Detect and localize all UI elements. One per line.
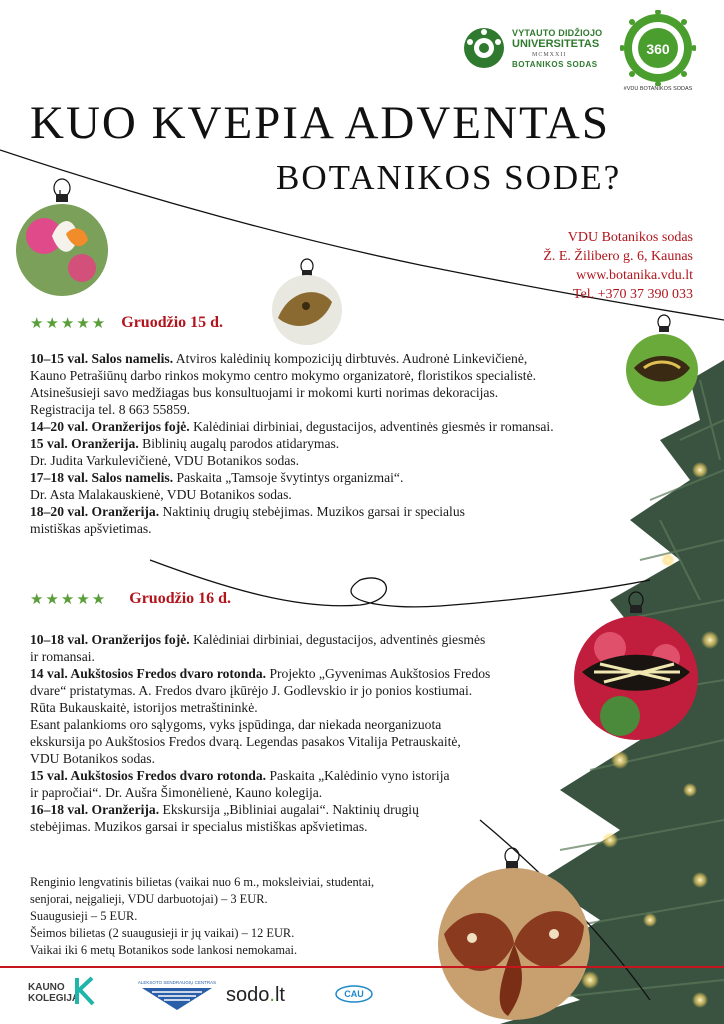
ticket-line: Šeimos bilietas (2 suaugusieji ir jų vaikai) – 12 EUR.: [30, 926, 295, 940]
day1-line-text: Kalėdiniai dirbiniai, degustacijos, adventinės giesmės ir romansai.: [189, 419, 554, 434]
day1-line: [30, 350, 554, 367]
day2-line: [30, 682, 490, 699]
ticket-info: [30, 874, 374, 959]
day1-line-text: Biblinių augalų parodos atidarymas.: [138, 436, 340, 451]
day1-line: [30, 384, 554, 401]
address-block: [543, 228, 693, 304]
day1-line-text: Paskaita „Tamsoje švytintys organizmai“.: [173, 470, 404, 485]
day2-line-text: ekskursija po Aukštosios Fredos dvarą. Legendas pasakos Vitalija Petrauskaitė,: [30, 734, 461, 749]
day2-line-text: Projekto „Gyvenimas Aukštosios Fredos: [266, 666, 491, 681]
day1-line-time-place: 18–20 val. Oranžerija.: [30, 504, 160, 519]
day2-line-text: ir papročiai“. Dr. Aušra Šimonėlienė, Kauno kolegija.: [30, 785, 323, 800]
day2-line-text: stebėjimas. Muzikos garsai ir specialus mistiškas apšvietimas.: [30, 819, 368, 834]
sodo-text: sodo: [226, 984, 270, 1006]
ornament-butterfly-zebra: [570, 588, 700, 758]
kauno-kolegija-logo: [28, 976, 96, 1010]
footer-divider: [0, 966, 724, 968]
ornament-butterfly-brown: [270, 258, 344, 348]
day2-line-text: Kalėdiniai dirbiniai, degustacijos, adventinės giesmės: [189, 632, 486, 647]
sodo-lt-text: lt: [274, 984, 285, 1006]
ca-logo: [334, 984, 374, 1004]
day1-line-text: Atviros kalėdinių kompozicijų dirbtuvės. Audronė Linkevičienė,: [173, 351, 528, 366]
day1-line: [30, 452, 554, 469]
festival-logo: [620, 10, 696, 94]
kauno-kolegija-text: [28, 982, 79, 1004]
ticket-line: Suaugusieji – 5 EUR.: [30, 909, 138, 923]
address-street: Ž. E. Žilibero g. 6, Kaunas: [543, 249, 693, 264]
day2-line: [30, 750, 490, 767]
ca-text: CAU: [344, 989, 364, 999]
day2-line-text: Paskaita „Kalėdinio vyno istorija: [266, 768, 450, 783]
day1-line-text: mistiškas apšvietimas.: [30, 521, 152, 536]
day1-line: [30, 469, 554, 486]
sendraugiu-centras-logo: [136, 974, 218, 1014]
festival-caption: #VDU BOTANIKOS SODAS: [623, 86, 693, 92]
day2-line: [30, 665, 490, 682]
day2-line-time-place: 15 val. Aukštosios Fredos dvaro rotonda.: [30, 768, 267, 783]
day1-line: [30, 435, 554, 452]
day1-line: [30, 367, 554, 384]
page-title: KUO KVEPIA ADVENTAS: [30, 97, 610, 149]
day1-line-text: Registracija tel. 8 663 55859.: [30, 402, 191, 417]
vdu-logo-line4: BOTANIKOS SODAS: [512, 60, 598, 69]
day2-line: [30, 699, 490, 716]
day1-line: [30, 486, 554, 503]
day2-line-text: VDU Botanikos sodas.: [30, 751, 155, 766]
day2-line: [30, 631, 490, 648]
day1-line-text: Kauno Petrašiūnų darbo rinkos mokymo centro mokymo organizatorė, floristikos specialistė.: [30, 368, 537, 383]
day2-line-time-place: 10–18 val. Oranžerijos fojė.: [30, 632, 190, 647]
ticket-line: Vaikai iki 6 metų Botanikos sode lankosi nemokamai.: [30, 943, 298, 957]
day1-line-time-place: 14–20 val. Oranžerijos fojė.: [30, 419, 190, 434]
vdu-logo-line1: VYTAUTO DIDŽIOJO: [512, 28, 603, 38]
sendraugiu-centras-icon: [136, 974, 218, 1014]
kauno-kolegija-line2: KOLEGIJA: [28, 993, 80, 1004]
day2-line-time-place: 16–18 val. Oranžerija.: [30, 802, 160, 817]
festival-badge-icon: [620, 10, 696, 86]
day2-line-text: Ekskursija „Bibliniai augalai“. Naktinių drugių: [159, 802, 419, 817]
day1-header: [30, 312, 223, 334]
day2-line: [30, 767, 490, 784]
day1-line-time-place: 17–18 val. Salos namelis.: [30, 470, 174, 485]
page-subtitle: BOTANIKOS SODE?: [276, 158, 622, 197]
day1-line: [30, 401, 554, 418]
kauno-kolegija-line1: KAUNO: [28, 982, 65, 993]
vdu-leaf-icon: [462, 26, 506, 70]
ticket-line: Renginio lengvatinis bilietas (vaikai nuo 6 m., moksleiviai, studentai,: [30, 875, 375, 889]
festival-badge-text: 360: [646, 41, 670, 57]
day2-date: Gruodžio 16 d.: [129, 590, 232, 607]
day1-date: Gruodžio 15 d.: [121, 314, 224, 331]
day2-line-text: ir romansai.: [30, 649, 95, 664]
day2-program: [30, 631, 490, 835]
day2-header: [30, 588, 231, 610]
day2-line: [30, 733, 490, 750]
vdu-logo-line3: MCMXXII: [532, 52, 567, 58]
day1-line-time-place: 15 val. Oranžerija.: [30, 436, 139, 451]
day1-program: [30, 350, 554, 537]
day1-line-text: Atsinešusieji savo medžiagas bus konsultuojami ir mokomi kurti norimas dekoracijas.: [30, 385, 499, 400]
day2-line-text: Esant palankioms oro sąlygoms, vyks įspūdinga, dar niekada neorganizuota: [30, 717, 442, 732]
vdu-logo-line2: UNIVERSITETAS: [512, 38, 600, 50]
day2-line-time-place: 14 val. Aukštosios Fredos dvaro rotonda.: [30, 666, 267, 681]
ticket-line: senjorai, neįgalieji, VDU darbuotojai) – 3 EUR.: [30, 892, 268, 906]
day2-line: [30, 818, 490, 835]
day2-line: [30, 801, 490, 818]
day2-line: [30, 784, 490, 801]
address-phone[interactable]: Tel. +370 37 390 033: [572, 287, 693, 302]
day1-line: [30, 520, 554, 537]
day1-line-time-place: 10–15 val. Salos namelis.: [30, 351, 174, 366]
day1-line-text: Dr. Judita Varkulevičienė, VDU Botanikos sodas.: [30, 453, 300, 468]
ca-icon: [334, 984, 374, 1004]
sodo-dot: .: [269, 984, 275, 1006]
day2-line-text: Rūta Bukauskaitė, istorijos metraštininkė.: [30, 700, 258, 715]
ornament-atlas-moth: [432, 846, 596, 1022]
day2-line-text: dvare“ pristatymas. A. Fredos dvaro įkūrėjo J. Godlevskio ir jo ponios kostiumai.: [30, 683, 473, 698]
day2-line: [30, 716, 490, 733]
kauno-kolegija-k-icon: [74, 976, 96, 1006]
day1-line: [30, 503, 554, 520]
ornament-butterfly-pink: [12, 176, 112, 304]
ornament-butterfly-green: [624, 312, 700, 410]
sodo-lt-logo: [226, 984, 285, 1007]
address-name: VDU Botanikos sodas: [567, 230, 693, 245]
day1-stars: ★★★★★: [30, 314, 108, 332]
vdu-botanikos-sodas-logo: [462, 24, 612, 74]
day1-line: [30, 418, 554, 435]
sendraugiu-centras-text: ALEKSOTO SENDRAUGIŲ CENTRAS: [137, 980, 217, 985]
day2-stars: ★★★★★: [30, 590, 108, 608]
day1-line-text: Naktinių drugių stebėjimas. Muzikos garsai ir specialus: [159, 504, 465, 519]
day1-line-text: Dr. Asta Malakauskienė, VDU Botanikos sodas.: [30, 487, 292, 502]
day2-line: [30, 648, 490, 665]
address-web-link[interactable]: www.botanika.vdu.lt: [576, 268, 693, 283]
